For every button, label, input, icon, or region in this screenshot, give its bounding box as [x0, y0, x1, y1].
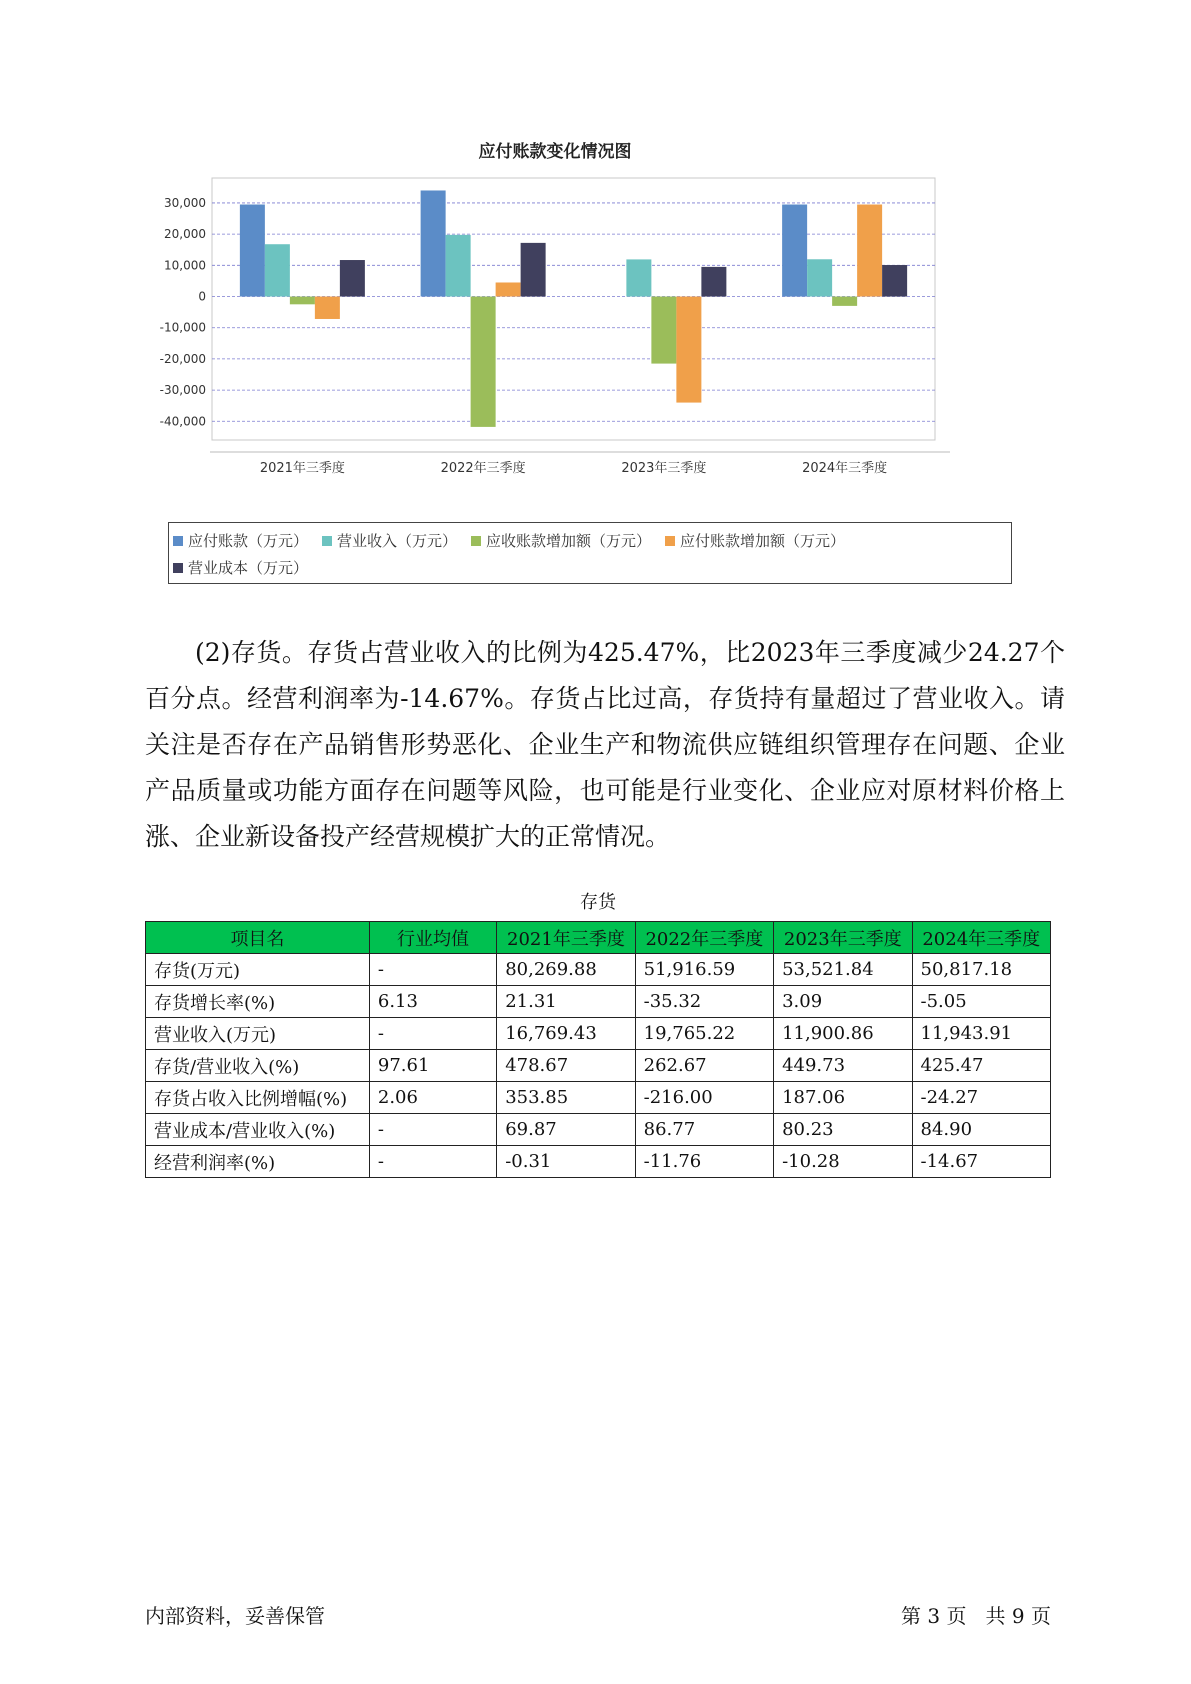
legend-swatch [471, 536, 481, 546]
table-cell: 51,916.59 [635, 954, 773, 986]
x-category-label: 2021年三季度 [259, 461, 345, 476]
legend-label: 营业成本（万元） [188, 559, 309, 577]
y-tick-label: -20,000 [159, 351, 206, 366]
bar-2-4 [701, 267, 726, 297]
table-cell: 187.06 [774, 1082, 912, 1114]
chart-title: 应付账款变化情况图 [478, 142, 632, 162]
y-tick-label: -30,000 [159, 383, 206, 398]
table-row [146, 954, 1051, 986]
bar-3-4 [882, 265, 907, 297]
table-cell: 营业成本/营业收入(%) [146, 1114, 370, 1146]
table-cell: 21.31 [497, 986, 635, 1018]
y-tick-label: 0 [198, 289, 206, 304]
bar-3-3 [857, 205, 882, 297]
payables-chart [150, 140, 1040, 590]
y-tick-label: 20,000 [164, 227, 206, 242]
table-cell: -5.05 [912, 986, 1050, 1018]
table-cell: -14.67 [912, 1146, 1050, 1178]
table-cell: 3.09 [774, 986, 912, 1018]
legend-swatch [173, 536, 183, 546]
chart-legend [168, 522, 1012, 584]
table-cell: 97.61 [369, 1050, 496, 1082]
footer-page-number: 第 3 页 共 9 页 [901, 1604, 1051, 1628]
table-cell: -10.28 [774, 1146, 912, 1178]
table-cell: - [369, 1146, 496, 1178]
x-category-label: 2023年三季度 [621, 461, 707, 476]
table-header-cell: 2021年三季度 [497, 922, 635, 954]
table-cell: 19,765.22 [635, 1018, 773, 1050]
table-caption: 存货 [580, 892, 616, 913]
table-header-cell: 2023年三季度 [774, 922, 912, 954]
paragraph-text: (2)存货。存货占营业收入的比例为425.47%，比2023年三季度减少24.27个百分点。经营利润率为-14.67%。存货占比过高，存货持有量超过了营业收入。请关注是否存在产品销售形势恶化、企业生产和物流供应链组织管理存在问题、企业产品质量或功能方面存在问题等风险，也可能是行业变化、企业应对原材料价格上涨、企业新设备投产经营规模扩大的正常情况。 [145, 638, 1065, 851]
table-cell: 50,817.18 [912, 954, 1050, 986]
table-cell: 2.06 [369, 1082, 496, 1114]
table-cell: 353.85 [497, 1082, 635, 1114]
table-header-row [146, 922, 1051, 954]
table-row [146, 1082, 1051, 1114]
table-cell: 存货/营业收入(%) [146, 1050, 370, 1082]
table-cell: 存货增长率(%) [146, 986, 370, 1018]
table-cell: 经营利润率(%) [146, 1146, 370, 1178]
y-tick-label: -10,000 [159, 320, 206, 335]
legend-item [665, 527, 845, 554]
bar-1-4 [521, 243, 546, 297]
table-cell: - [369, 1114, 496, 1146]
inventory-table [145, 921, 1051, 1178]
table-cell: 6.13 [369, 986, 496, 1018]
legend-item [173, 527, 308, 554]
table-cell: 425.47 [912, 1050, 1050, 1082]
legend-label: 应收账款增加额（万元） [486, 532, 652, 550]
x-category-label: 2024年三季度 [802, 461, 888, 476]
bar-2-1 [626, 259, 651, 296]
legend-label: 应付账款增加额（万元） [680, 532, 846, 550]
table-cell: 53,521.84 [774, 954, 912, 986]
x-category-label: 2022年三季度 [440, 461, 526, 476]
legend-item [471, 527, 651, 554]
bar-0-0 [240, 205, 265, 297]
bar-2-3 [676, 297, 701, 403]
table-row [146, 986, 1051, 1018]
legend-item [322, 527, 457, 554]
legend-swatch [322, 536, 332, 546]
bar-1-0 [421, 190, 446, 296]
table-cell: -11.76 [635, 1146, 773, 1178]
bar-2-2 [651, 297, 676, 364]
bar-1-2 [471, 297, 496, 427]
table-cell: 86.77 [635, 1114, 773, 1146]
table-cell: 84.90 [912, 1114, 1050, 1146]
legend-swatch [173, 563, 183, 573]
y-tick-label: 10,000 [164, 258, 206, 273]
legend-label: 营业收入（万元） [337, 532, 458, 550]
table-cell: 营业收入(万元) [146, 1018, 370, 1050]
table-cell: 80.23 [774, 1114, 912, 1146]
table-cell: 478.67 [497, 1050, 635, 1082]
table-cell: 11,900.86 [774, 1018, 912, 1050]
legend-swatch [665, 536, 675, 546]
table-cell: -24.27 [912, 1082, 1050, 1114]
table-row [146, 1018, 1051, 1050]
bar-3-2 [832, 297, 857, 306]
footer-confidential: 内部资料，妥善保管 [145, 1604, 325, 1628]
y-tick-label: 30,000 [164, 195, 206, 210]
table-cell: 存货(万元) [146, 954, 370, 986]
table-header-cell: 2024年三季度 [912, 922, 1050, 954]
table-header-cell: 项目名 [146, 922, 370, 954]
table-cell: 449.73 [774, 1050, 912, 1082]
table-row [146, 1114, 1051, 1146]
table-cell: - [369, 1018, 496, 1050]
table-header-cell: 2022年三季度 [635, 922, 773, 954]
inventory-paragraph [145, 630, 1065, 860]
bar-0-2 [290, 297, 315, 305]
chart-canvas [150, 140, 1040, 520]
table-row [146, 1146, 1051, 1178]
bar-3-1 [807, 259, 832, 296]
table-row [146, 1050, 1051, 1082]
legend-label: 应付账款（万元） [188, 532, 309, 550]
y-tick-label: -40,000 [159, 414, 206, 429]
bar-3-0 [782, 205, 807, 297]
table-cell: -35.32 [635, 986, 773, 1018]
table-cell: - [369, 954, 496, 986]
table-cell: -0.31 [497, 1146, 635, 1178]
table-cell: 69.87 [497, 1114, 635, 1146]
bar-0-1 [265, 244, 290, 296]
table-cell: 11,943.91 [912, 1018, 1050, 1050]
table-cell: 存货占收入比例增幅(%) [146, 1082, 370, 1114]
bar-0-3 [315, 297, 340, 319]
legend-item [173, 554, 308, 581]
table-cell: 16,769.43 [497, 1018, 635, 1050]
bar-0-4 [340, 260, 365, 296]
bar-1-1 [446, 235, 471, 297]
table-cell: -216.00 [635, 1082, 773, 1114]
table-header-cell: 行业均值 [369, 922, 496, 954]
bar-1-3 [496, 282, 521, 296]
table-cell: 262.67 [635, 1050, 773, 1082]
table-cell: 80,269.88 [497, 954, 635, 986]
